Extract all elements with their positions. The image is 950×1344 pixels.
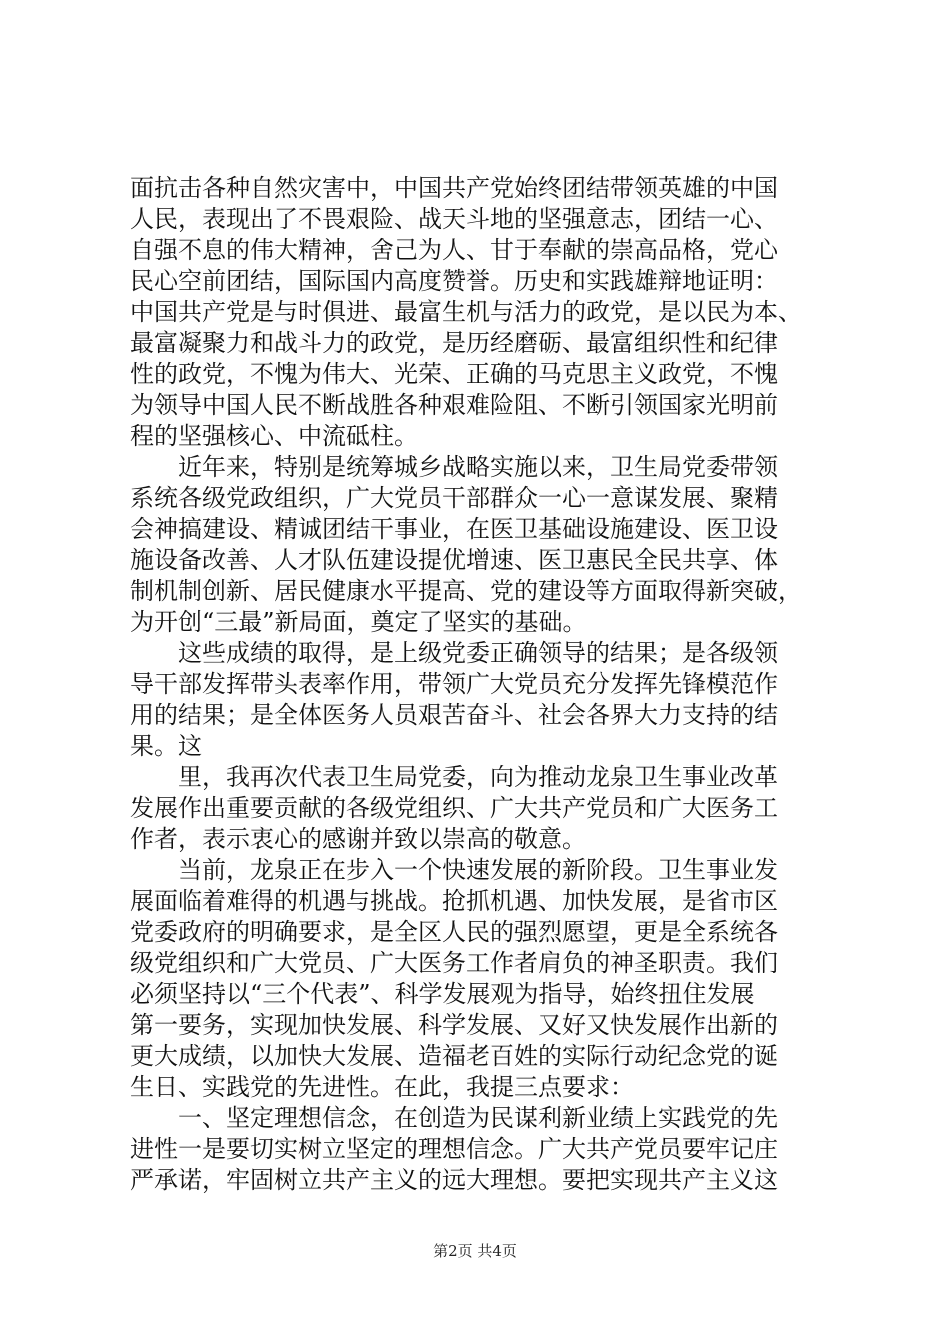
text-line: 程的坚强核心、中流砥柱。 <box>130 422 418 450</box>
text-line: 果。这 <box>130 732 202 760</box>
text-line: 当前，龙泉正在步入一个快速发展的新阶段。卫生事业发 <box>130 856 778 884</box>
text-line: 制机制创新、居民健康水平提高、党的建设等方面取得新突破， <box>130 577 802 605</box>
text-line: 民心空前团结，国际国内高度赞誉。历史和实践雄辩地证明： <box>130 267 778 295</box>
text-line: 这些成绩的取得，是上级党委正确领导的结果；是各级领 <box>130 639 778 667</box>
text-line: 导干部发挥带头表率作用，带领广大党员充分发挥先锋模范作 <box>130 670 778 698</box>
text-line: 人民，表现出了不畏艰险、战天斗地的坚强意志，团结一心、 <box>130 205 778 233</box>
text-line: 自强不息的伟大精神，舍己为人、甘于奉献的崇高品格，党心 <box>130 236 778 264</box>
text-line: 会神搞建设、精诚团结干事业，在医卫基础设施建设、医卫设 <box>130 515 778 543</box>
text-line: 党委政府的明确要求，是全区人民的强烈愿望，更是全系统各 <box>130 918 778 946</box>
text-line: 为领导中国人民不断战胜各种艰难险阻、不断引领国家光明前 <box>130 391 778 419</box>
document-body <box>130 173 830 1196</box>
text-line: 中国共产党是与时俱进、最富生机与活力的政党，是以民为本、 <box>130 298 802 326</box>
text-line: 进性一是要切实树立坚定的理想信念。广大共产党员要牢记庄 <box>130 1135 778 1163</box>
text-line: 面抗击各种自然灾害中，中国共产党始终团结带领英雄的中国 <box>130 174 778 202</box>
text-line: 更大成绩，以加快大发展、造福老百姓的实际行动纪念党的诞 <box>130 1042 778 1070</box>
page-number: 第2页 共4页 <box>433 1242 517 1260</box>
text-line: 展面临着难得的机遇与挑战。抢抓机遇、加快发展，是省市区 <box>130 887 778 915</box>
text-line: 第一要务，实现加快发展、科学发展、又好又快发展作出新的 <box>130 1011 778 1039</box>
text-line: 一、坚定理想信念，在创造为民谋利新业绩上实践党的先 <box>130 1104 778 1132</box>
text-line: 严承诺，牢固树立共产主义的远大理想。要把实现共产主义这 <box>130 1166 778 1194</box>
text-line: 必须坚持以“三个代表”、科学发展观为指导，始终扭住发展 <box>130 980 755 1008</box>
text-line: 近年来，特别是统筹城乡战略实施以来，卫生局党委带领 <box>130 453 778 481</box>
text-line: 施设备改善、人才队伍建设提优增速、医卫惠民全民共享、体 <box>130 546 778 574</box>
text-line: 最富凝聚力和战斗力的政党，是历经磨砺、最富组织性和纪律 <box>130 329 778 357</box>
text-line: 级党组织和广大党员、广大医务工作者肩负的神圣职责。我们 <box>130 949 778 977</box>
page-footer <box>0 1240 950 1261</box>
text-line: 里，我再次代表卫生局党委，向为推动龙泉卫生事业改革 <box>130 763 778 791</box>
text-line: 生日、实践党的先进性。在此，我提三点要求： <box>130 1073 634 1101</box>
text-line: 发展作出重要贡献的各级党组织、广大共产党员和广大医务工 <box>130 794 778 822</box>
text-line: 系统各级党政组织，广大党员干部群众一心一意谋发展、聚精 <box>130 484 778 512</box>
text-line: 性的政党，不愧为伟大、光荣、正确的马克思主义政党，不愧 <box>130 360 778 388</box>
text-line: 作者，表示衷心的感谢并致以崇高的敬意。 <box>130 825 586 853</box>
text-line: 为开创“三最”新局面，奠定了坚实的基础。 <box>130 608 587 636</box>
text-line: 用的结果；是全体医务人员艰苦奋斗、社会各界大力支持的结 <box>130 701 778 729</box>
